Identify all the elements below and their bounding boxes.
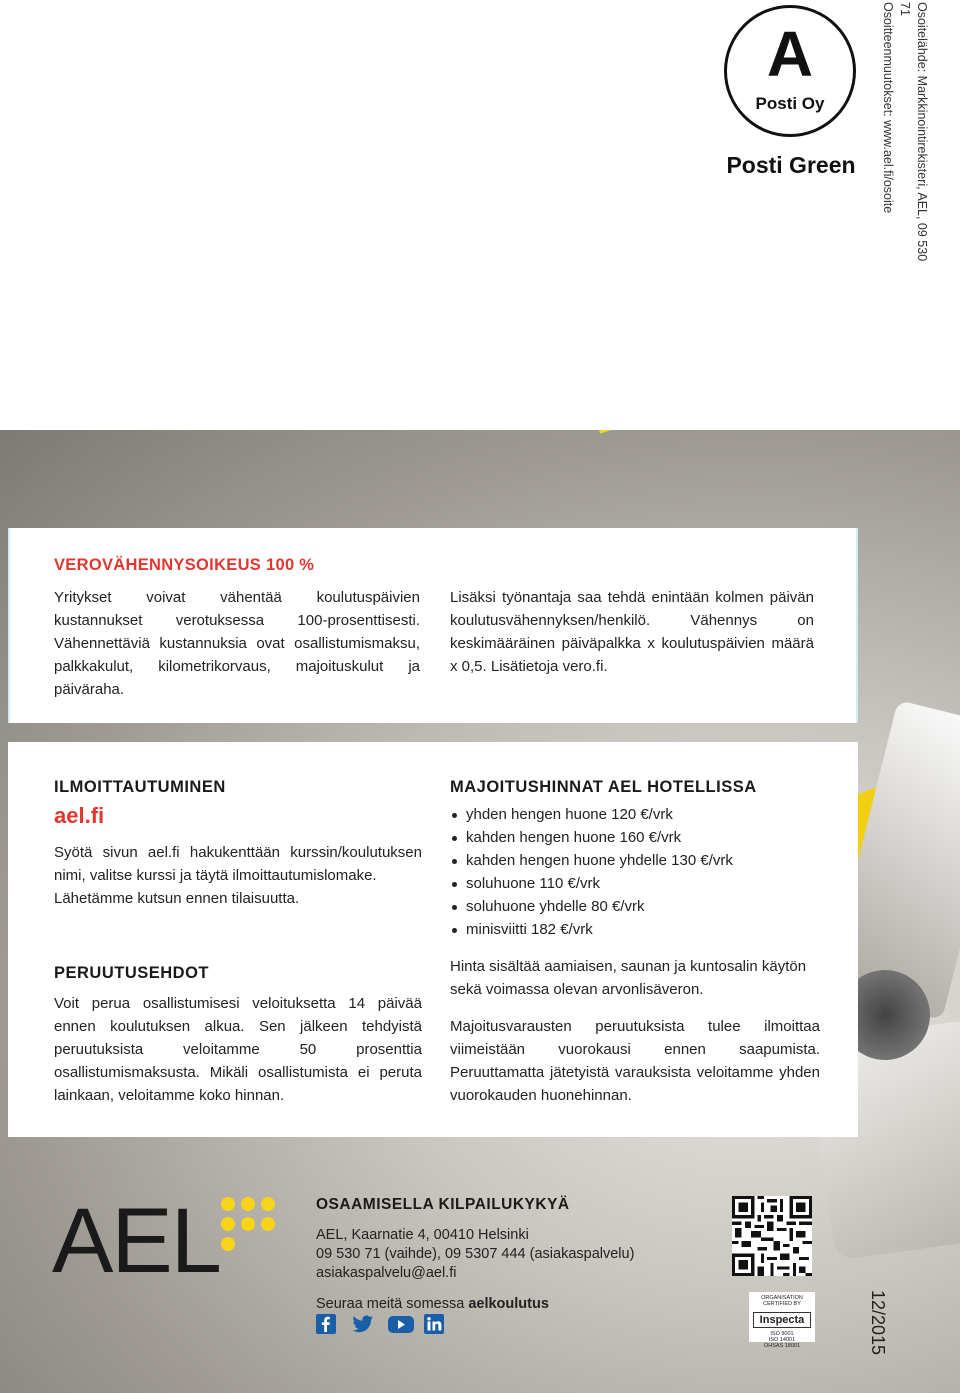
cert-line: ISO 14001: [768, 1337, 796, 1343]
social-line: [316, 1295, 696, 1314]
phone: 09 530 71 (vaihde), 09 5307 444 (asiakaspalvelu): [316, 1246, 635, 1262]
address-changes: Osoitteenmuutokset: www.ael.fi/osoite: [881, 2, 895, 214]
issue-number: 12/2015: [868, 1290, 888, 1356]
address: AEL, Kaarnatie 4, 00410 Helsinki: [316, 1227, 529, 1243]
cert-line: ISO 9001: [770, 1331, 794, 1337]
tax-right-text: Lisäksi työnantaja saa tehdä enintään kolmen päivän koulutusvähennyksen/henkilö. Vähennys on keskimääräinen päiväpalkka x koulutuspäivien määrä x 0,5. Lisätietoja vero.fi.: [450, 589, 814, 675]
price-item: kahden hengen huone 160 €/vrk: [450, 826, 820, 849]
registration-section: [54, 778, 422, 910]
postage-stamp: [724, 5, 856, 137]
registration-text: Syötä sivun ael.fi hakukenttään kurssin/koulutuksen nimi, valitse kurssi ja täytä ilmoittautumislomake.: [54, 844, 422, 884]
stamp-name: Posti Oy: [755, 94, 825, 113]
tax-heading: VEROVÄHENNYSOIKEUS 100 %: [54, 556, 315, 574]
ael-logo: [52, 1196, 282, 1278]
cert-brand: Inspecta: [753, 1312, 811, 1328]
contact-block: [316, 1196, 696, 1314]
email[interactable]: asiakaspalvelu@ael.fi: [316, 1265, 457, 1281]
cancellation-heading: PERUUTUSEHDOT: [54, 964, 210, 982]
social-handle: aelkoulutus: [468, 1296, 549, 1312]
tax-left-text: Yritykset voivat vähentää koulutuspäivien kustannukset verotuksessa 100-prosenttisesti. Vähennettäviä kustannuksia ovat osallistumismaksu, palkkakulut, kilometrikorvaus, majoituskulut ja päiväraha.: [54, 589, 420, 698]
address-source: Osoitelähde: Markkinointirekisteri, AEL, 09 530 71: [898, 2, 929, 262]
yellow-stripe: [560, 430, 960, 434]
accommodation-cancellation: Majoitusvarausten peruutuksista tulee ilmoittaa viimeistään vuorokausi ennen saapumista. Peruuttamatta jätetyistä varauksista veloitamme yhden vuorokauden huonehinnan.: [450, 1018, 820, 1104]
tax-deduction-box: [8, 528, 858, 723]
ael-logo-text: AEL: [52, 1196, 220, 1278]
posti-green-label: Posti Green: [726, 152, 856, 178]
cancellation-section: [54, 964, 422, 1107]
registration-note: Lähetämme kutsun ennen tilaisuutta.: [54, 890, 300, 907]
price-item: minisviitti 182 €/vrk: [450, 918, 820, 941]
accommodation-heading: MAJOITUSHINNAT AEL HOTELLISSA: [450, 778, 757, 796]
price-item: soluhuone yhdelle 80 €/vrk: [450, 895, 820, 918]
cert-line: OHSAS 18001: [763, 1343, 801, 1349]
cert-top: ORGANISATION CERTIFIED BY: [761, 1295, 803, 1307]
linkedin-icon[interactable]: [424, 1314, 446, 1334]
accommodation-section: [450, 778, 820, 1107]
inspecta-cert: [749, 1292, 815, 1349]
price-item: soluhuone 110 €/vrk: [450, 872, 820, 895]
price-item: kahden hengen huone yhdelle 130 €/vrk: [450, 849, 820, 872]
youtube-icon[interactable]: [388, 1314, 410, 1334]
info-box: [8, 742, 858, 1137]
price-list: [450, 803, 820, 941]
address-info: [881, 2, 930, 264]
slogan: OSAAMISELLA KILPAILUKYKYÄ: [316, 1196, 570, 1213]
social-prefix: Seuraa meitä somessa: [316, 1296, 469, 1312]
ael-link[interactable]: ael.fi: [54, 803, 105, 828]
stamp-letter: A: [766, 18, 814, 90]
accommodation-note: Hinta sisältää aamiaisen, saunan ja kuntosalin käytön sekä voimassa olevan arvonlisäveron.: [450, 958, 807, 998]
qr-code[interactable]: [732, 1196, 812, 1276]
registration-heading: ILMOITTAUTUMINEN: [54, 778, 226, 796]
cancellation-text: Voit perua osallistumisesi veloituksetta 14 päivää ennen koulutuksen alkua. Sen jälkeen tehdyistä peruutuksista veloitamme 50 prosenttia osallistumismaksusta. Mikäli osallistumista ei peruta lainkaan, veloitamme koko hinnan.: [54, 995, 422, 1104]
social-icons: [316, 1314, 446, 1334]
facebook-icon[interactable]: [316, 1314, 338, 1334]
price-item: yhden hengen huone 120 €/vrk: [450, 803, 820, 826]
twitter-icon[interactable]: [352, 1314, 374, 1334]
